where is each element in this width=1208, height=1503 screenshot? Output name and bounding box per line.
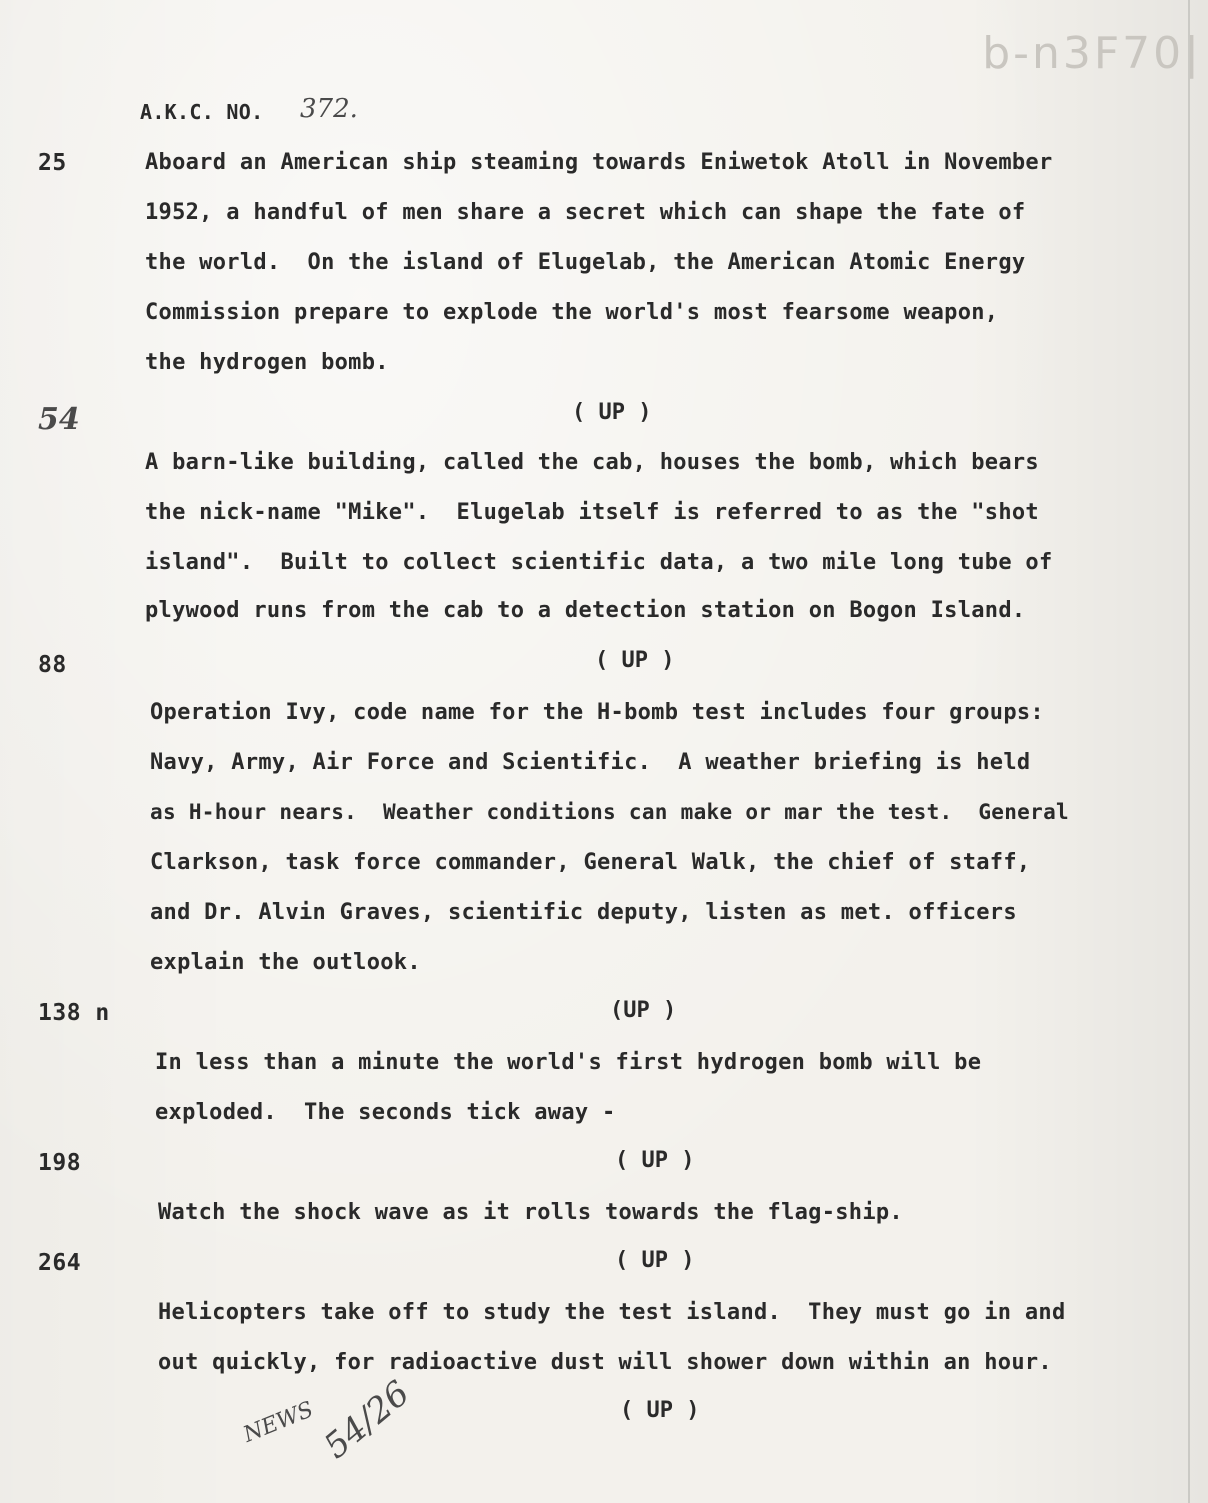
timecode: 138 n xyxy=(38,1000,110,1026)
script-line: and Dr. Alvin Graves, scientific deputy, listen as met. officers xyxy=(150,900,1017,925)
cue-up: ( UP ) xyxy=(615,1248,695,1273)
script-line: Operation Ivy, code name for the H-bomb test includes four groups: xyxy=(150,700,1044,725)
script-line: the world. On the island of Elugelab, the American Atomic Energy xyxy=(145,250,1026,275)
timecode-handwritten: 54 xyxy=(38,402,80,437)
script-line: A barn-like building, called the cab, houses the bomb, which bears xyxy=(145,450,1039,475)
script-line: out quickly, for radioactive dust will shower down within an hour. xyxy=(158,1350,1052,1375)
script-line: Navy, Army, Air Force and Scientific. A weather briefing is held xyxy=(150,750,1031,775)
timecode: 264 xyxy=(38,1250,82,1276)
script-line: explain the outlook. xyxy=(150,950,421,975)
script-line: plywood runs from the cab to a detection station on Bogon Island. xyxy=(145,598,1026,623)
cue-up: ( UP ) xyxy=(595,648,675,673)
reference-label: A.K.C. NO. xyxy=(140,100,264,124)
timecode: 198 xyxy=(38,1150,82,1176)
reference-number: 372. xyxy=(300,94,358,124)
script-line: island". Built to collect scientific data, a two mile long tube of xyxy=(145,550,1053,575)
cue-up: (UP ) xyxy=(610,998,677,1023)
timecode: 25 xyxy=(38,150,67,176)
cue-up: ( UP ) xyxy=(572,400,652,425)
script-line: Watch the shock wave as it rolls towards the flag-ship. xyxy=(158,1200,903,1225)
script-line: the hydrogen bomb. xyxy=(145,350,389,375)
handwritten-reel-number: 54/26 xyxy=(316,1373,418,1467)
archive-stamp: b-n3F70| xyxy=(982,28,1202,79)
script-line: 1952, a handful of men share a secret which can shape the fate of xyxy=(145,200,1026,225)
script-line: as H-hour nears. Weather conditions can make or mar the test. General xyxy=(150,800,1069,824)
script-line: Commission prepare to explode the world's most fearsome weapon, xyxy=(145,300,999,325)
script-line: Aboard an American ship steaming towards Eniwetok Atoll in November xyxy=(145,150,1053,175)
page-edge-shadow xyxy=(1188,0,1190,1503)
script-line: Clarkson, task force commander, General Walk, the chief of staff, xyxy=(150,850,1031,875)
script-line: the nick-name "Mike". Elugelab itself is referred to as the "shot xyxy=(145,500,1039,525)
script-line: exploded. The seconds tick away - xyxy=(155,1100,616,1125)
script-line: In less than a minute the world's first hydrogen bomb will be xyxy=(155,1050,982,1075)
cue-up: ( UP ) xyxy=(620,1398,700,1423)
timecode: 88 xyxy=(38,652,67,678)
cue-up: ( UP ) xyxy=(615,1148,695,1173)
script-line: Helicopters take off to study the test island. They must go in and xyxy=(158,1300,1066,1325)
handwritten-news-note: NEWS xyxy=(239,1397,318,1448)
